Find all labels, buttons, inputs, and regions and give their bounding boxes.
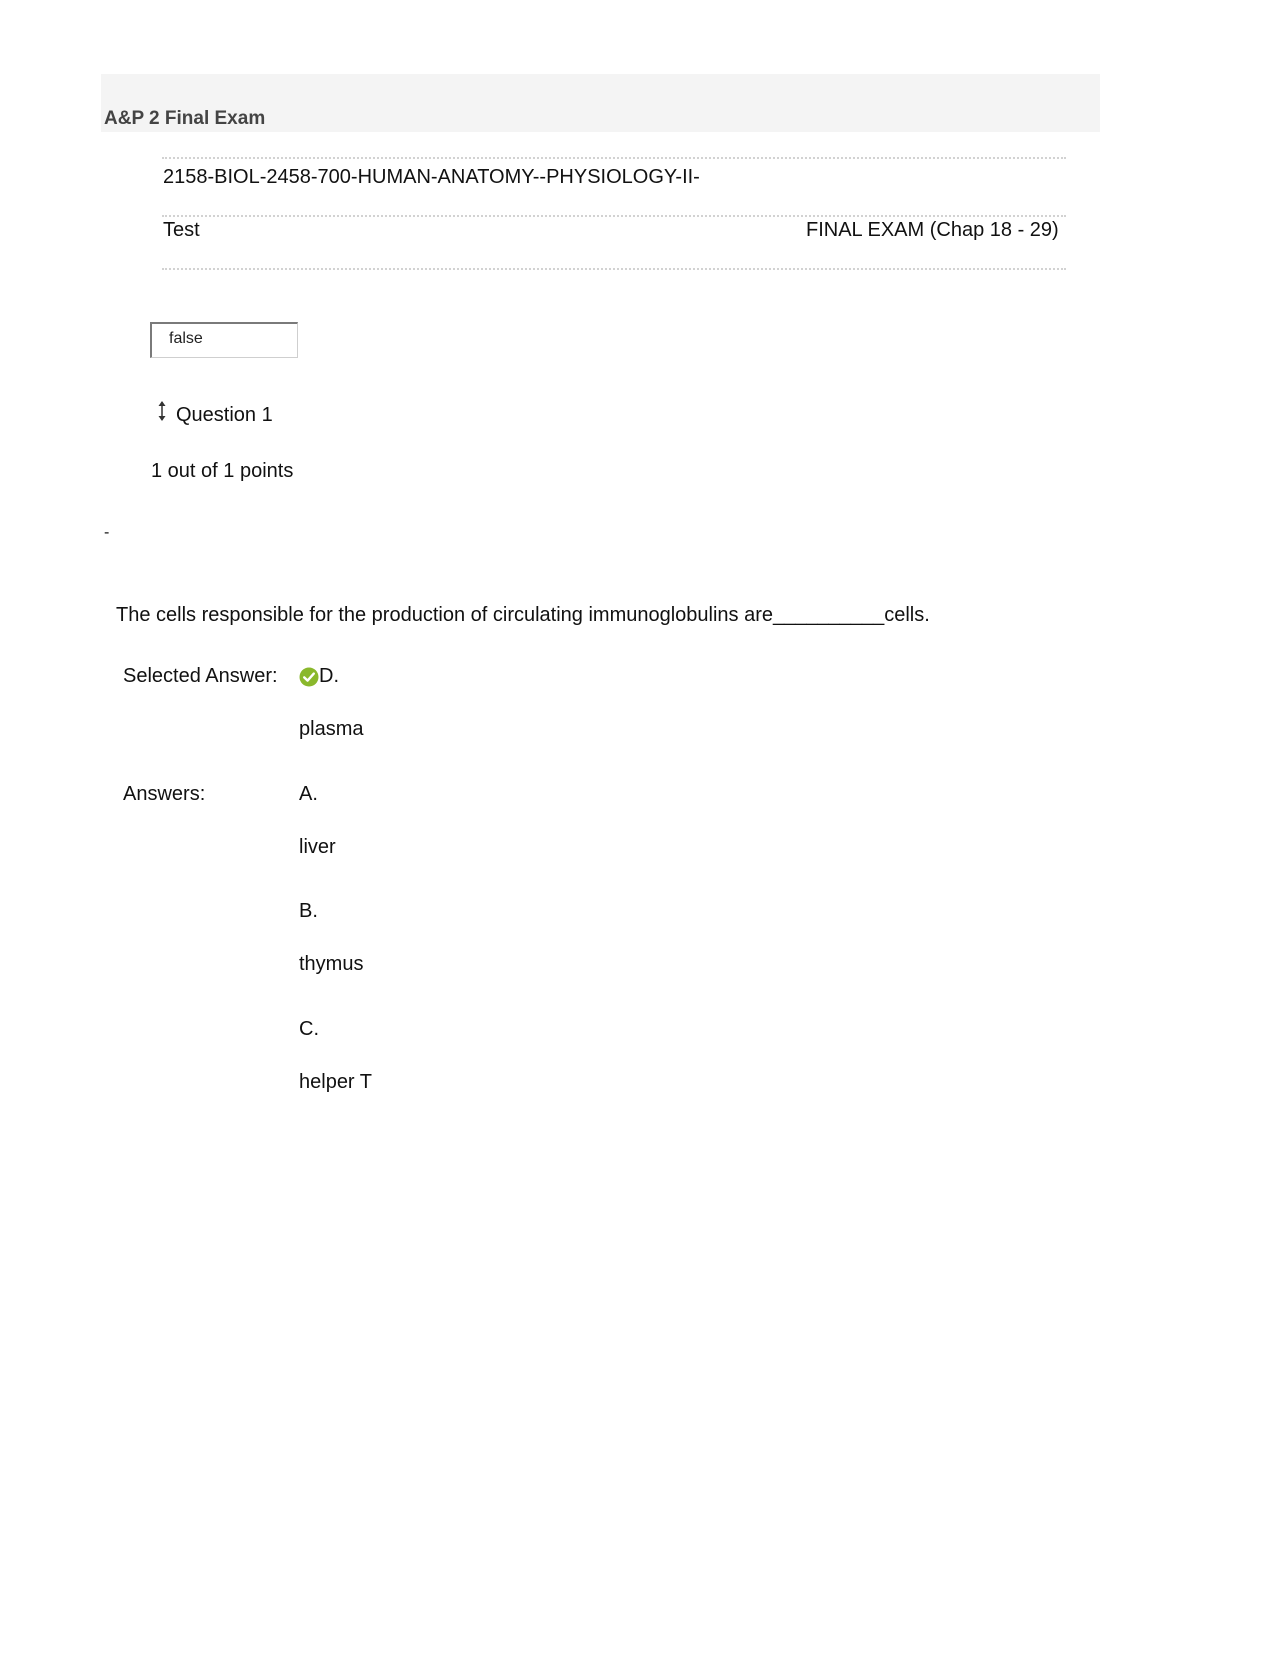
- selected-answer-letter: D.: [319, 665, 339, 687]
- answers-label: Answers:: [123, 783, 206, 805]
- answer-letter: A.: [299, 783, 318, 805]
- correct-check-icon: [299, 667, 319, 687]
- answer-letter: C.: [299, 1018, 319, 1040]
- selected-answer-label: Selected Answer:: [123, 665, 278, 687]
- answer-text: helper T: [299, 1071, 373, 1093]
- separator-dash: -: [104, 524, 110, 541]
- answer-text: liver: [299, 836, 336, 858]
- question-heading: [157, 403, 273, 427]
- type-label: Test: [163, 219, 200, 241]
- status-field-value: false: [169, 330, 203, 347]
- selected-answer-text: plasma: [299, 718, 364, 740]
- divider-top: [162, 157, 1066, 159]
- selected-answer: [299, 665, 339, 688]
- question-points: 1 out of 1 points: [151, 460, 294, 482]
- divider-middle: [162, 215, 1066, 217]
- status-field[interactable]: [150, 322, 298, 358]
- course-code: 2158-BIOL-2458-700-HUMAN-ANATOMY--PHYSIOLOGY-II-: [163, 166, 700, 188]
- answer-text: thymus: [299, 953, 364, 975]
- answer-letter: B.: [299, 900, 318, 922]
- question-text: The cells responsible for the production of circulating immunoglobulins are__________cells.: [116, 604, 930, 626]
- page-title: A&P 2 Final Exam: [104, 108, 266, 129]
- drag-handle-icon[interactable]: [157, 399, 167, 423]
- test-name: FINAL EXAM (Chap 18 - 29): [806, 219, 1059, 241]
- question-title: Question 1: [176, 403, 273, 426]
- divider-bottom: [162, 268, 1066, 270]
